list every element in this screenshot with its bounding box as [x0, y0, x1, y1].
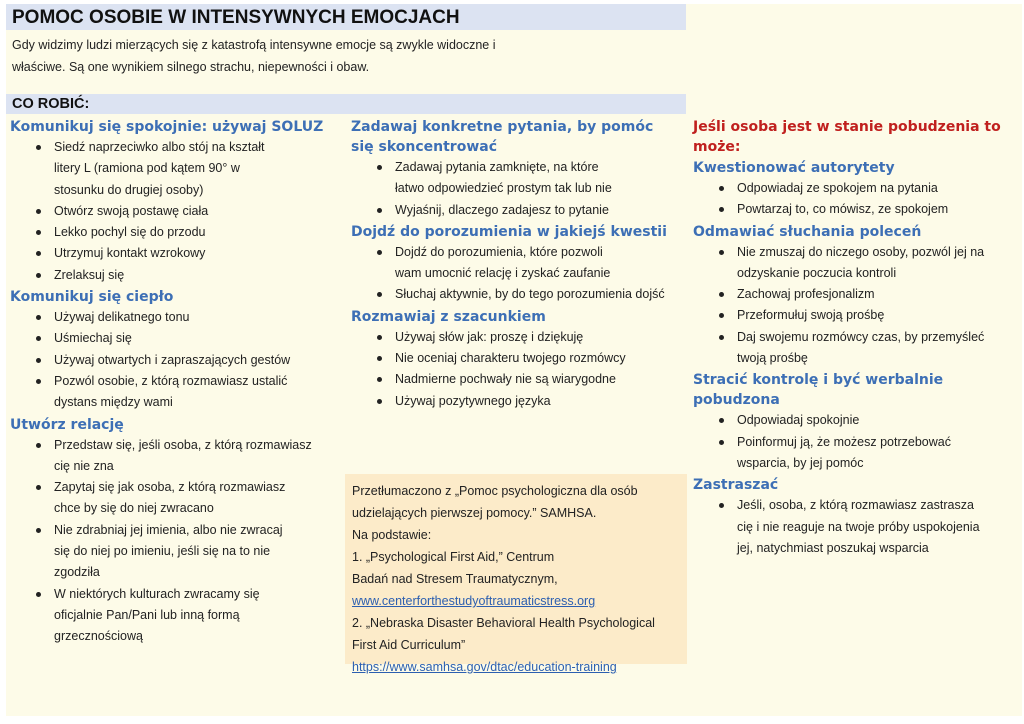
- heading-reach-agreement: Dojdź do porozumienia w jakiejś kwestii: [351, 223, 667, 240]
- list-communicate-warmly: [10, 307, 330, 413]
- list-item: Zachowaj profesjonalizm: [693, 284, 1023, 305]
- intro-line: Gdy widzimy ludzi mierzących się z katastrofą intensywne emocje są zwykle widoczne i: [12, 38, 496, 52]
- list-item: Lekko pochyl się do przodu: [10, 222, 330, 243]
- heading-intimidate: Zastraszać: [693, 477, 779, 494]
- heading-communicate-calmly: Komunikuj się spokojnie: używaj SOLUZ: [10, 119, 324, 135]
- intro-line: właściwe. Są one wynikiem silnego strachu, niepewności i obaw.: [12, 60, 370, 74]
- link-samhsa[interactable]: https://www.samhsa.gov/dtac/education-training: [352, 660, 617, 674]
- source-line: 2. „Nebraska Disaster Behavioral Health Psychological: [352, 616, 655, 630]
- page-title: POMOC OSOBIE W INTENSYWNYCH EMOCJACH: [12, 7, 460, 28]
- list-item: Siedź naprzeciwko albo stój na kształt litery L (ramiona pod kątem 90° w stosunku do drugiej osoby): [10, 137, 285, 201]
- source-line: Przetłumaczono z „Pomoc psychologiczna dla osób: [352, 484, 638, 498]
- list-refuse-orders: [693, 242, 1023, 370]
- link-center-trauma[interactable]: www.centerforthestudyoftraumaticstress.org: [352, 594, 596, 608]
- intro-text: [12, 34, 512, 78]
- list-item: Odpowiadaj spokojnie: [693, 410, 1023, 431]
- list-item: Uśmiechaj się: [10, 328, 330, 349]
- list-item: Dojdź do porozumienia, które pozwoli wam umocnić relację i zyskać zaufanie: [351, 242, 626, 285]
- list-question-authority: [693, 178, 1023, 221]
- column-right: [693, 116, 1023, 559]
- list-item: Używaj słów jak: proszę i dziękuję: [351, 327, 681, 348]
- list-item: Słuchaj aktywnie, by do tego porozumienia dojść: [351, 284, 681, 305]
- heading-communicate-warmly: Komunikuj się ciepło: [10, 289, 174, 306]
- heading-ask-questions: Zadawaj konkretne pytania, by pomóc się skoncentrować: [351, 119, 654, 155]
- column-left: [10, 116, 330, 648]
- source-line: udzielających pierwszej pomocy.” SAMHSA.: [352, 506, 597, 520]
- source-line: 1. „Psychological First Aid,” Centrum: [352, 550, 555, 564]
- list-item: Przedstaw się, jeśli osoba, z którą rozmawiasz cię nie zna: [10, 435, 315, 478]
- list-item: Nie zdrabniaj jej imienia, albo nie zwracaj się do niej po imieniu, jeśli się na to nie zgodziła: [10, 520, 290, 584]
- list-item: Jeśli, osoba, z którą rozmawiasz zastrasza cię i nie reaguje na twoje próby uspokojenia jej, natychmiast poszukaj wsparcia: [693, 495, 993, 559]
- section-title: CO ROBIĆ:: [12, 96, 90, 112]
- list-reach-agreement: [351, 242, 681, 306]
- list-item: Przeformułuj swoją prośbę: [693, 305, 1023, 326]
- heading-question-authority: Kwestionować autorytety: [693, 160, 895, 176]
- list-communicate-calmly: [10, 137, 330, 286]
- list-item: Daj swojemu rozmówcy czas, by przemyśleć twoją prośbę: [693, 327, 993, 370]
- list-item: Utrzymuj kontakt wzrokowy: [10, 243, 330, 264]
- heading-talk-respectfully: Rozmawiaj z szacunkiem: [351, 308, 546, 325]
- heading-build-relation: Utwórz relację: [10, 416, 124, 433]
- list-item: Wyjaśnij, dlaczego zadajesz to pytanie: [351, 200, 681, 221]
- heading-lose-control: Stracić kontrolę i być werbalnie pobudzona: [693, 372, 944, 409]
- source-box: [345, 474, 687, 674]
- list-item: Nadmierne pochwały nie są wiarygodne: [351, 369, 681, 390]
- source-line: Na podstawie:: [352, 528, 432, 542]
- page: [6, 4, 1022, 716]
- list-item: Powtarzaj to, co mówisz, ze spokojem: [693, 199, 1023, 220]
- title-bar: [6, 4, 686, 30]
- list-item: Używaj otwartych i zapraszających gestów: [10, 350, 330, 371]
- list-talk-respectfully: [351, 327, 681, 412]
- source-line: Badań nad Stresem Traumatycznym,: [352, 572, 558, 586]
- list-ask-questions: [351, 157, 681, 221]
- list-build-relation: [10, 435, 330, 648]
- list-item: Odpowiadaj ze spokojem na pytania: [693, 178, 1023, 199]
- list-item: Pozwól osobie, z którą rozmawiasz ustalić dystans między wami: [10, 371, 300, 414]
- heading-agitated-person: Jeśli osoba jest w stanie pobudzenia to może:: [693, 119, 1001, 155]
- list-item: Zrelaksuj się: [10, 265, 330, 286]
- list-item: Używaj delikatnego tonu: [10, 307, 330, 328]
- list-item: Używaj pozytywnego języka: [351, 391, 681, 412]
- list-lose-control: [693, 410, 1023, 474]
- list-intimidate: [693, 495, 1023, 559]
- list-item: W niektórych kulturach zwracamy się oficjalnie Pan/Pani lub inną formą grzecznościową: [10, 584, 280, 648]
- list-item: Nie oceniaj charakteru twojego rozmówcy: [351, 348, 681, 369]
- list-item: Zapytaj się jak osoba, z którą rozmawiasz chce by się do niej zwracano: [10, 477, 300, 520]
- list-item: Poinformuj ją, że możesz potrzebować wsparcia, by jej pomóc: [693, 432, 968, 475]
- source-line: First Aid Curriculum”: [352, 638, 466, 652]
- heading-refuse-orders: Odmawiać słuchania poleceń: [693, 223, 922, 240]
- list-item: Zadawaj pytania zamknięte, na które łatwo odpowiedzieć prostym tak lub nie: [351, 157, 621, 200]
- section-bar: [6, 94, 686, 114]
- list-item: Nie zmuszaj do niczego osoby, pozwól jej na odzyskanie poczucia kontroli: [693, 242, 993, 285]
- list-item: Otwórz swoją postawę ciała: [10, 201, 330, 222]
- column-middle: [351, 116, 681, 412]
